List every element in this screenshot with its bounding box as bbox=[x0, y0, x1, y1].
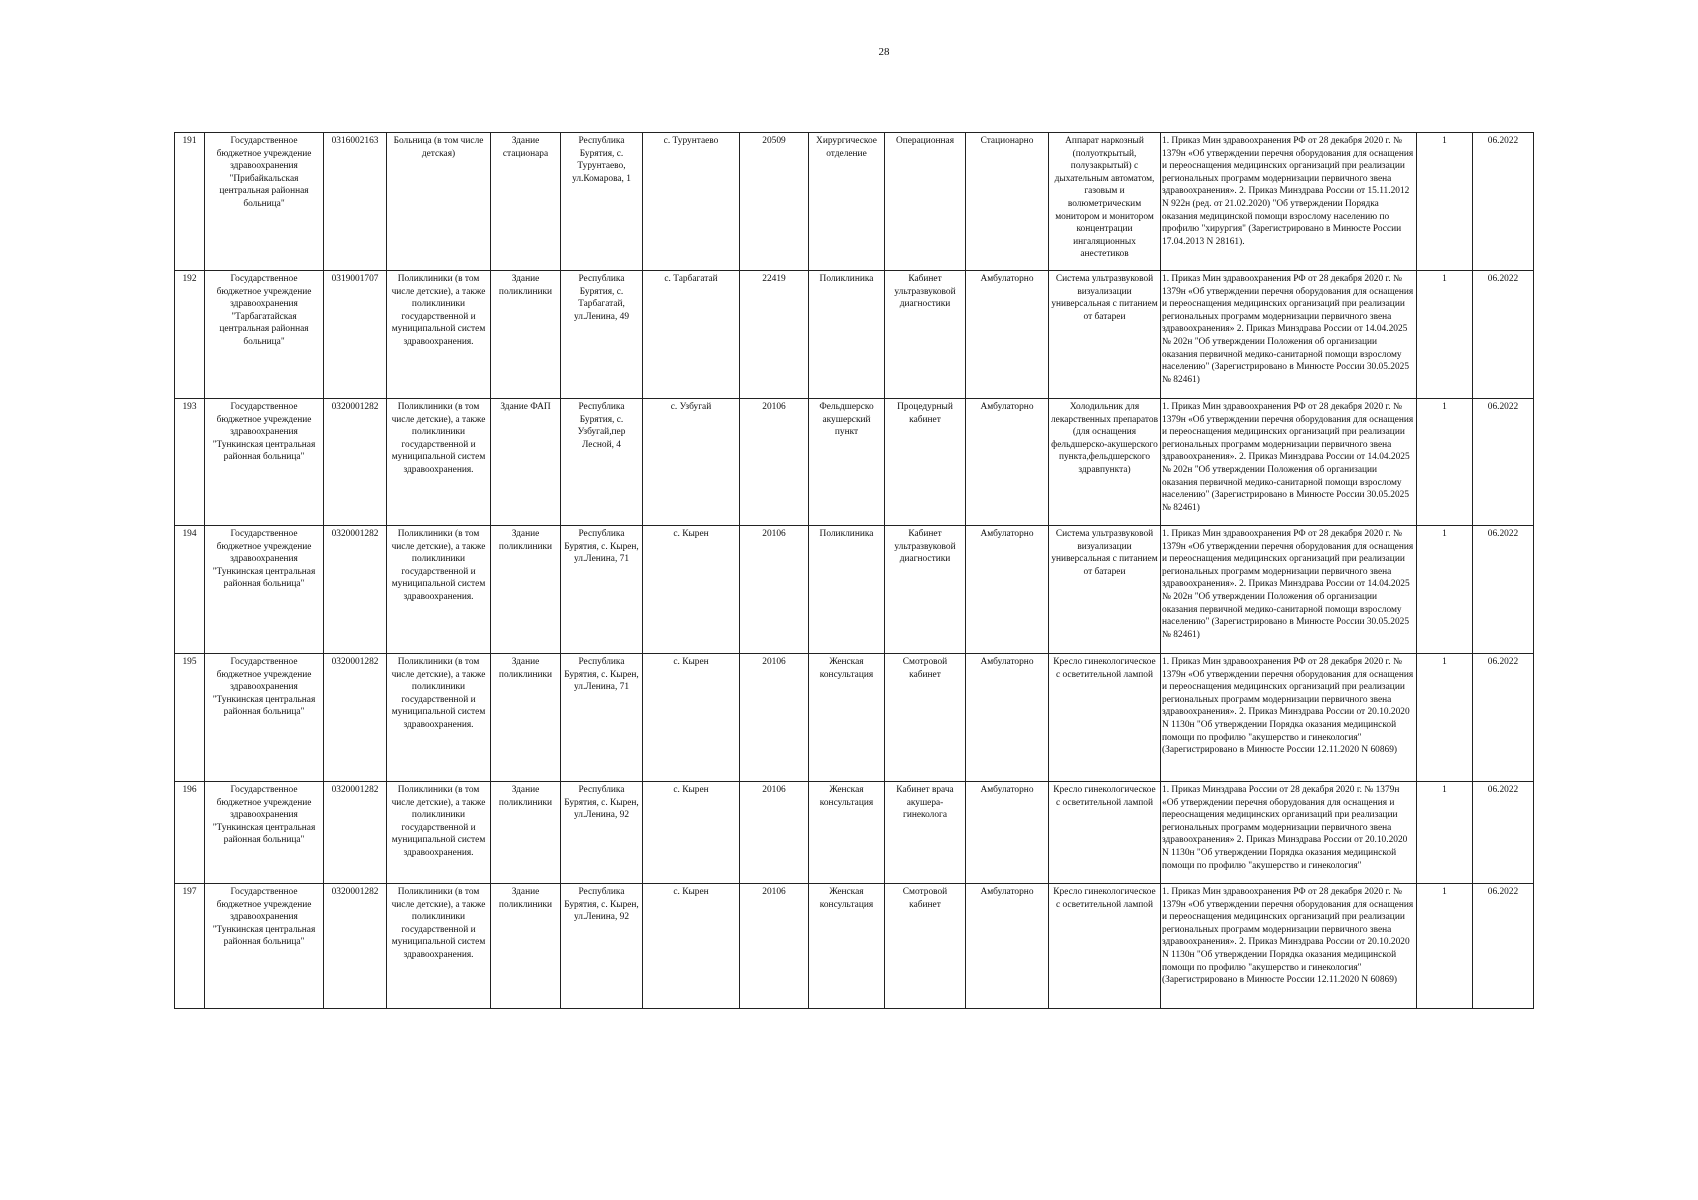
organization-name: Государственное бюджетное учреждение здравоохранения "Тункинская центральная районная больница" bbox=[205, 884, 324, 1009]
organization-code: 0320001282 bbox=[324, 526, 387, 654]
organization-code: 0320001282 bbox=[324, 654, 387, 782]
quantity: 1 bbox=[1417, 399, 1473, 526]
room: Операционная bbox=[885, 133, 966, 271]
building: Здание поликлиники bbox=[491, 782, 561, 884]
legal-basis: 1. Приказ Мин здравоохранения РФ от 28 декабря 2020 г. № 1379н «Об утверждении перечня оборудования для оснащения и переоснащения медицинских организаций при реализации региональных программ модернизации первичного звена здравоохранения» 2. Приказ Минздрава России от 14.04.2025 № 202н "Об утверждении Положения об организации оказания первичной медико-санитарной помощи взрослому населению" (Зарегистрировано в Минюсте России 30.05.2025 № 82461) bbox=[1161, 271, 1417, 399]
building: Здание поликлиники bbox=[491, 884, 561, 1009]
table-row bbox=[175, 884, 1534, 1009]
quantity: 1 bbox=[1417, 654, 1473, 782]
organization-name: Государственное бюджетное учреждение здравоохранения "Тарбагатайская центральная районная больница" bbox=[205, 271, 324, 399]
row-number: 192 bbox=[175, 271, 205, 399]
population: 20106 bbox=[740, 399, 809, 526]
legal-basis: 1. Приказ Мин здравоохранения РФ от 28 декабря 2020 г. № 1379н «Об утверждении перечня оборудования для оснащения и переоснащения медицинских организаций при реализации региональных программ модернизации первичного звена здравоохранения». 2. Приказ Минздрава России от 14.04.2025 № 202н "Об утверждении Положения об организации оказания первичной медико-санитарной помощи взрослому населению" (Зарегистрировано в Минюсте России 30.05.2025 № 82461) bbox=[1161, 399, 1417, 526]
organization-code: 0319001707 bbox=[324, 271, 387, 399]
quantity: 1 bbox=[1417, 526, 1473, 654]
quantity: 1 bbox=[1417, 782, 1473, 884]
department: Хирургическое отделение bbox=[809, 133, 885, 271]
address: Республика Бурятия, с. Кырен, ул.Ленина, 92 bbox=[561, 884, 643, 1009]
equipment: Система ультразвуковой визуализации универсальная с питанием от батареи bbox=[1049, 526, 1161, 654]
address: Республика Бурятия, с. Кырен, ул.Ленина, 71 bbox=[561, 654, 643, 782]
department: Поликлиника bbox=[809, 526, 885, 654]
population: 20106 bbox=[740, 782, 809, 884]
legal-basis: 1. Приказ Мин здравоохранения РФ от 28 декабря 2020 г. № 1379н «Об утверждении перечня оборудования для оснащения и переоснащения медицинских организаций при реализации региональных программ модернизации первичного звена здравоохранения». 2. Приказ Минздрава России от 20.10.2020 N 1130н "Об утверждении Порядка оказания медицинской помощи по профилю "акушерство и гинекология" (Зарегистрировано в Минюсте России 12.11.2020 N 60869) bbox=[1161, 654, 1417, 782]
population: 20106 bbox=[740, 654, 809, 782]
table-row bbox=[175, 526, 1534, 654]
equipment: Система ультразвуковой визуализации универсальная с питанием от батареи bbox=[1049, 271, 1161, 399]
address: Республика Бурятия, с. Кырен, ул.Ленина, 71 bbox=[561, 526, 643, 654]
page-number: 28 bbox=[878, 46, 890, 58]
equipment: Холодильник для лекарственных препаратов (для оснащения фельдшерско-акушерского пункта,фельдшерского здравпункта) bbox=[1049, 399, 1161, 526]
date: 06.2022 bbox=[1473, 654, 1534, 782]
address: Республика Бурятия, с. Узбугай,пер Лесной, 4 bbox=[561, 399, 643, 526]
organization-name: Государственное бюджетное учреждение здравоохранения "Тункинская центральная районная больница" bbox=[205, 526, 324, 654]
address: Республика Бурятия, с. Турунтаево, ул.Комарова, 1 bbox=[561, 133, 643, 271]
care-mode: Амбулаторно bbox=[966, 884, 1049, 1009]
building: Здание поликлиники bbox=[491, 271, 561, 399]
equipment: Аппарат наркозный (полуоткрытый, полузакрытый) с дыхательным автоматом, газовым и волюметрическим монитором и монитором концентрации ингаляционных анестетиков bbox=[1049, 133, 1161, 271]
organization-code: 0320001282 bbox=[324, 884, 387, 1009]
locality: с. Кырен bbox=[643, 884, 740, 1009]
table-row bbox=[175, 782, 1534, 884]
population: 20509 bbox=[740, 133, 809, 271]
building: Здание ФАП bbox=[491, 399, 561, 526]
facility-type: Больница (в том числе детская) bbox=[387, 133, 491, 271]
facility-type: Поликлиники (в том числе детские), а также поликлиники государственной и муниципальной систем здравоохранения. bbox=[387, 526, 491, 654]
locality: с. Тарбагатай bbox=[643, 271, 740, 399]
organization-name: Государственное бюджетное учреждение здравоохранения "Тункинская центральная районная больница" bbox=[205, 399, 324, 526]
legal-basis: 1. Приказ Мин здравоохранения РФ от 28 декабря 2020 г. № 1379н «Об утверждении перечня оборудования для оснащения и переоснащения медицинских организаций при реализации региональных программ модернизации первичного звена здравоохранения». 2. Приказ Минздрава России от 20.10.2020 N 1130н "Об утверждении Порядка оказания медицинской помощи по профилю "акушерство и гинекология" (Зарегистрировано в Минюсте России 12.11.2020 N 60869) bbox=[1161, 884, 1417, 1009]
care-mode: Амбулаторно bbox=[966, 654, 1049, 782]
date: 06.2022 bbox=[1473, 271, 1534, 399]
organization-code: 0320001282 bbox=[324, 399, 387, 526]
equipment-register-table bbox=[174, 132, 1534, 1009]
locality: с. Кырен bbox=[643, 526, 740, 654]
equipment: Кресло гинекологическое с осветительной лампой bbox=[1049, 884, 1161, 1009]
facility-type: Поликлиники (в том числе детские), а также поликлиники государственной и муниципальной систем здравоохранения. bbox=[387, 654, 491, 782]
equipment: Кресло гинекологическое с осветительной лампой bbox=[1049, 654, 1161, 782]
facility-type: Поликлиники (в том числе детские), а также поликлиники государственной и муниципальной систем здравоохранения. bbox=[387, 884, 491, 1009]
department: Женская консультация bbox=[809, 884, 885, 1009]
facility-type: Поликлиники (в том числе детские), а также поликлиники государственной и муниципальной систем здравоохранения. bbox=[387, 782, 491, 884]
equipment: Кресло гинекологическое с осветительной лампой bbox=[1049, 782, 1161, 884]
locality: с. Кырен bbox=[643, 782, 740, 884]
room: Кабинет ультразвуковой диагностики bbox=[885, 271, 966, 399]
building: Здание стационара bbox=[491, 133, 561, 271]
address: Республика Бурятия, с. Тарбагатай, ул.Ленина, 49 bbox=[561, 271, 643, 399]
department: Поликлиника bbox=[809, 271, 885, 399]
organization-code: 0316002163 bbox=[324, 133, 387, 271]
room: Смотровой кабинет bbox=[885, 654, 966, 782]
organization-name: Государственное бюджетное учреждение здравоохранения "Тункинская центральная районная больница" bbox=[205, 782, 324, 884]
building: Здание поликлиники bbox=[491, 526, 561, 654]
organization-name: Государственное бюджетное учреждение здравоохранения "Тункинская центральная районная больница" bbox=[205, 654, 324, 782]
date: 06.2022 bbox=[1473, 399, 1534, 526]
row-number: 197 bbox=[175, 884, 205, 1009]
department: Фельдшерско акушерский пункт bbox=[809, 399, 885, 526]
facility-type: Поликлиники (в том числе детские), а также поликлиники государственной и муниципальной систем здравоохранения. bbox=[387, 271, 491, 399]
room: Процедурный кабинет bbox=[885, 399, 966, 526]
care-mode: Амбулаторно bbox=[966, 271, 1049, 399]
row-number: 194 bbox=[175, 526, 205, 654]
table-row bbox=[175, 399, 1534, 526]
room: Смотровой кабинет bbox=[885, 884, 966, 1009]
care-mode: Амбулаторно bbox=[966, 782, 1049, 884]
quantity: 1 bbox=[1417, 133, 1473, 271]
building: Здание поликлиники bbox=[491, 654, 561, 782]
quantity: 1 bbox=[1417, 884, 1473, 1009]
locality: с. Кырен bbox=[643, 654, 740, 782]
room: Кабинет ультразвуковой диагностики bbox=[885, 526, 966, 654]
address: Республика Бурятия, с. Кырен, ул.Ленина, 92 bbox=[561, 782, 643, 884]
facility-type: Поликлиники (в том числе детские), а также поликлиники государственной и муниципальной систем здравоохранения. bbox=[387, 399, 491, 526]
department: Женская консультация bbox=[809, 782, 885, 884]
row-number: 191 bbox=[175, 133, 205, 271]
population: 20106 bbox=[740, 526, 809, 654]
locality: с. Турунтаево bbox=[643, 133, 740, 271]
organization-code: 0320001282 bbox=[324, 782, 387, 884]
population: 20106 bbox=[740, 884, 809, 1009]
care-mode: Амбулаторно bbox=[966, 526, 1049, 654]
locality: с. Узбугай bbox=[643, 399, 740, 526]
population: 22419 bbox=[740, 271, 809, 399]
date: 06.2022 bbox=[1473, 526, 1534, 654]
table-row bbox=[175, 654, 1534, 782]
date: 06.2022 bbox=[1473, 133, 1534, 271]
care-mode: Стационарно bbox=[966, 133, 1049, 271]
quantity: 1 bbox=[1417, 271, 1473, 399]
table-row bbox=[175, 271, 1534, 399]
date: 06.2022 bbox=[1473, 782, 1534, 884]
care-mode: Амбулаторно bbox=[966, 399, 1049, 526]
department: Женская консультация bbox=[809, 654, 885, 782]
organization-name: Государственное бюджетное учреждение здравоохранения "Прибайкальская центральная районная больница" bbox=[205, 133, 324, 271]
table-row bbox=[175, 133, 1534, 271]
date: 06.2022 bbox=[1473, 884, 1534, 1009]
row-number: 193 bbox=[175, 399, 205, 526]
room: Кабинет врача акушера-гинеколога bbox=[885, 782, 966, 884]
row-number: 195 bbox=[175, 654, 205, 782]
legal-basis: 1. Приказ Минздрава России от 28 декабря 2020 г. № 1379н «Об утверждении перечня оборудования для оснащения и переоснащения медицинских организаций при реализации региональных программ модернизации первичного звена здравоохранения» 2. Приказ Минздрава России от 20.10.2020 N 1130н "Об утверждении Порядка оказания медицинской помощи по профилю "акушерство и гинекология" bbox=[1161, 782, 1417, 884]
legal-basis: 1. Приказ Мин здравоохранения РФ от 28 декабря 2020 г. № 1379н «Об утверждении перечня оборудования для оснащения и переоснащения медицинских организаций при реализации региональных программ модернизации первичного звена здравоохранения». 2. Приказ Минздрава России от 14.04.2025 № 202н "Об утверждении Положения об организации оказания первичной медико-санитарной помощи взрослому населению" (Зарегистрировано в Минюсте России 30.05.2025 № 82461) bbox=[1161, 526, 1417, 654]
legal-basis: 1. Приказ Мин здравоохранения РФ от 28 декабря 2020 г. № 1379н «Об утверждении перечня оборудования для оснащения и переоснащения медицинских организаций при реализации региональных программ модернизации первичного звена здравоохранения». 2. Приказ Минздрава России от 15.11.2012 N 922н (ред. от 21.02.2020) "Об утверждении Порядка оказания медицинской помощи взрослому населению по профилю "хирургия" (Зарегистрировано в Минюсте России 17.04.2013 N 28161). bbox=[1161, 133, 1417, 271]
row-number: 196 bbox=[175, 782, 205, 884]
